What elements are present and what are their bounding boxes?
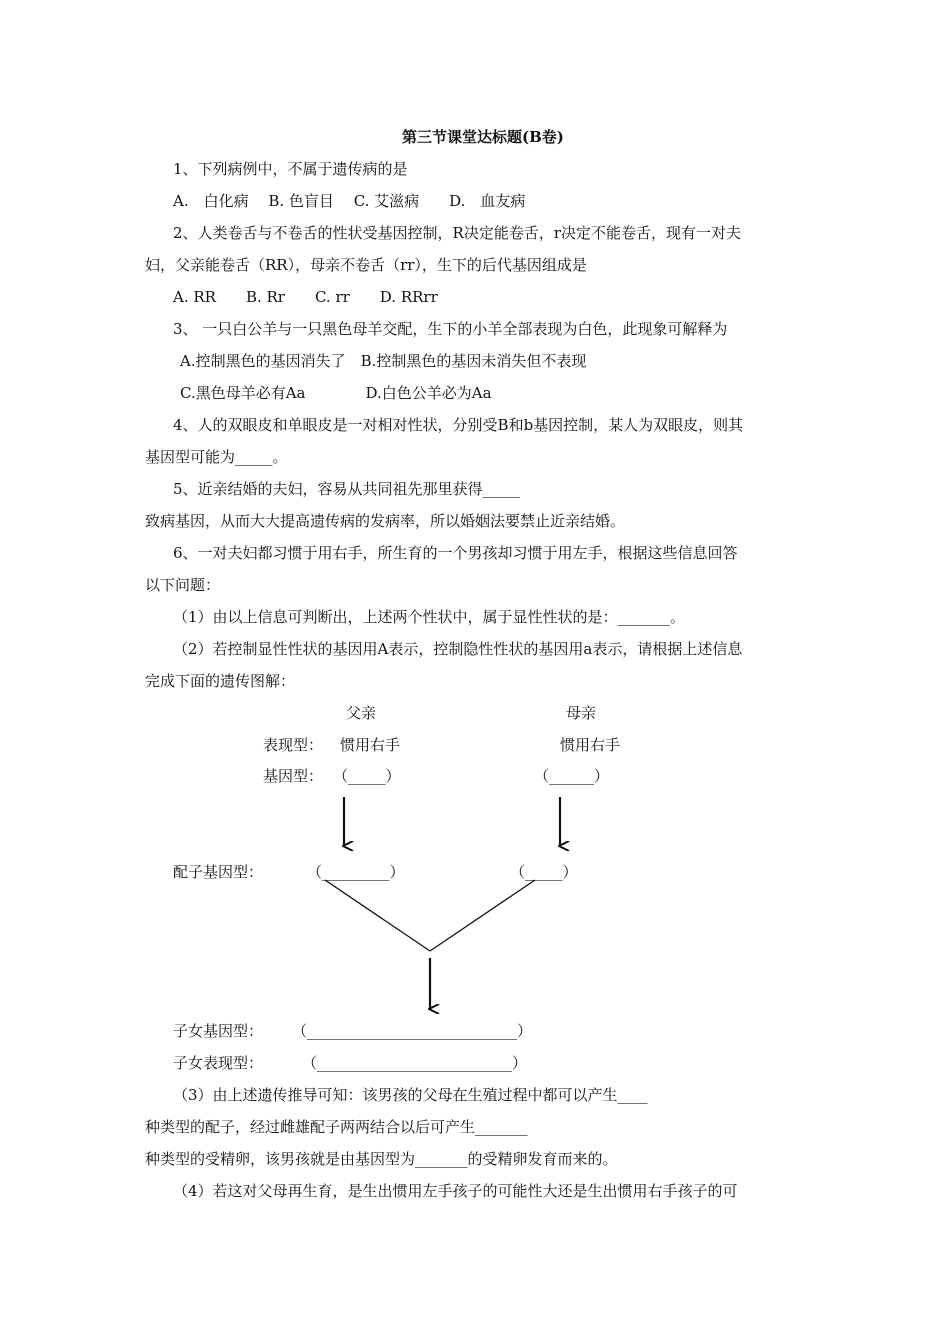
q6-sub2-line1: （2）若控制显性性状的基因用A表示，控制隐性性状的基因用a表示，请根据上述信息 — [173, 640, 743, 658]
child-phenotype-blank: （__________________________） — [302, 1054, 528, 1072]
father-phenotype: 惯用右手 — [340, 736, 401, 754]
child-genotype-label: 子女基因型： — [173, 1022, 264, 1040]
q4-line2: 基因型可能为_____。 — [145, 448, 288, 466]
q5-line2: 致病基因，从而大大提高遗传病的发病率，所以婚姻法要禁止近亲结婚。 — [145, 512, 626, 530]
page-title: 第三节课堂达标题(B卷) — [402, 128, 564, 146]
q6-line2: 以下问题： — [145, 576, 221, 594]
father-label: 父亲 — [346, 704, 377, 722]
q4-line1: 4、人的双眼皮和单眼皮是一对相对性状，分别受B和b基因控制，某人为双眼皮，则其 — [173, 416, 744, 434]
q6-sub3-line2: 种类型的配子，经过雌雄配子两两结合以后可产生_______ — [145, 1118, 528, 1136]
q3-options-ab: A.控制黑色的基因消失了 B.控制黑色的基因未消失但不表现 — [180, 352, 587, 370]
phenotype-label: 表现型： — [263, 736, 324, 754]
q2-line2: 妇，父亲能卷舌（RR），母亲不卷舌（rr），生下的后代基因组成是 — [145, 256, 587, 274]
mother-genotype-blank: （______） — [534, 767, 610, 785]
mother-label: 母亲 — [566, 704, 597, 722]
q2-options: A. RR B. Rr C. rr D. RRrr — [173, 288, 438, 306]
father-gamete-blank: （_________） — [307, 863, 405, 881]
q6-sub1: （1）由以上信息可判断出，上述两个性状中，属于显性性状的是：_______。 — [173, 608, 686, 626]
q6-sub2-line2: 完成下面的遗传图解： — [145, 672, 296, 690]
q1-stem: 1、下列病例中，不属于遗传病的是 — [173, 160, 408, 178]
child-phenotype-label: 子女表现型： — [173, 1054, 264, 1072]
q3-options-cd: C.黑色母羊必有Aa D.白色公羊必为Aa — [180, 384, 492, 402]
genotype-label: 基因型： — [263, 767, 324, 785]
q1-options: A. 白化病 B. 色盲目 C. 艾滋病 D. 血友病 — [173, 192, 526, 210]
gamete-label: 配子基因型： — [173, 863, 264, 881]
q3-stem: 3、 一只白公羊与一只黑色母羊交配，生下的小羊全部表现为白色，此现象可解释为 — [173, 320, 728, 338]
q6-sub3-line1: （3）由上述遗传推导可知：该男孩的父母在生殖过程中都可以产生____ — [173, 1086, 648, 1104]
mother-gamete-blank: （_____） — [510, 863, 578, 881]
q6-line1: 6、一对夫妇都习惯于用右手，所生育的一个男孩却习惯于用左手，根据这些信息回答 — [173, 544, 738, 562]
q6-sub4-line1: （4）若这对父母再生育，是生出惯用左手孩子的可能性大还是生出惯用右手孩子的可 — [173, 1182, 738, 1200]
father-genotype-blank: （_____） — [333, 767, 401, 785]
q2-line1: 2、人类卷舌与不卷舌的性状受基因控制，R决定能卷舌，r决定不能卷舌，现有一对夫 — [173, 224, 742, 242]
father-gamete-line — [325, 880, 430, 951]
q5-line1: 5、近亲结婚的夫妇，容易从共同祖先那里获得_____ — [173, 480, 521, 498]
mother-gamete-line — [430, 880, 535, 951]
child-genotype-blank: （____________________________） — [292, 1022, 533, 1040]
q6-sub3-line3: 种类型的受精卵，该男孩就是由基因型为_______的受精卵发育而来的。 — [145, 1150, 618, 1168]
mother-phenotype: 惯用右手 — [560, 736, 621, 754]
